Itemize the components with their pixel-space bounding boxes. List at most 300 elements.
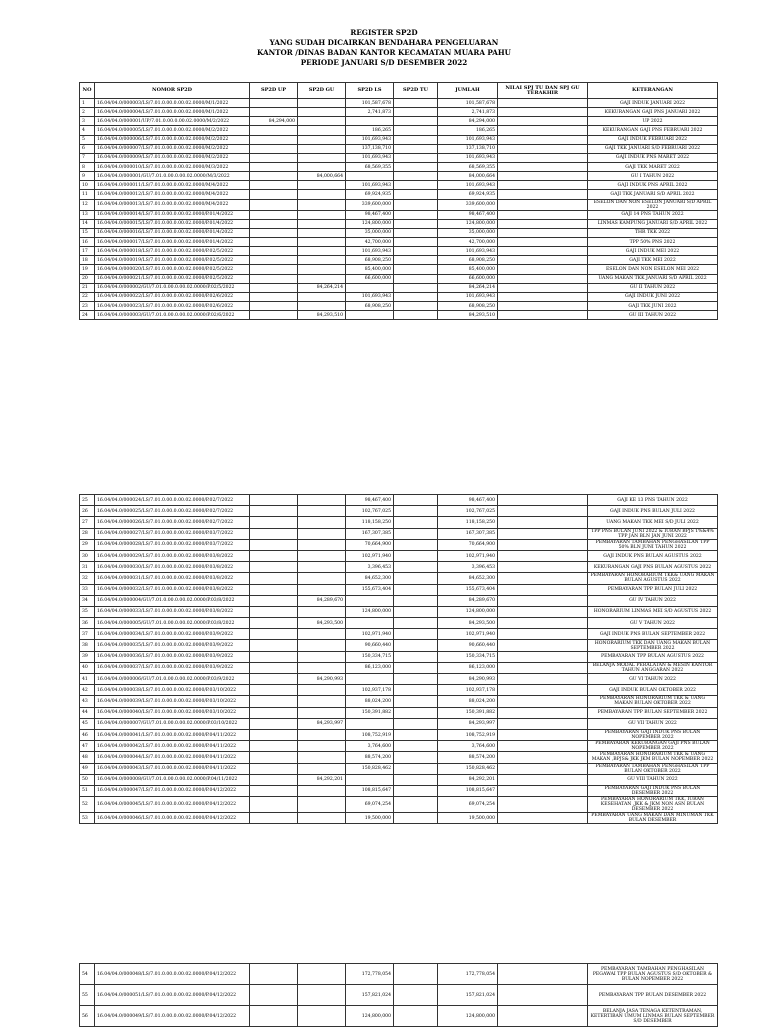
- row-keterangan: GAJI INDUK PNS BULAN AGUSTUS 2022: [588, 550, 718, 561]
- row-jumlah: 137,138,710: [438, 144, 498, 153]
- row-no: 38: [80, 640, 95, 651]
- row-nilai-spj: [498, 573, 588, 584]
- row-nomor-sp2d: 16.04/04.0/000021/LS/7.01.0.00.0.00.02.0000/P.02/5/2022: [95, 274, 250, 283]
- row-sp2d-up: [250, 228, 298, 237]
- row-keterangan: PEMBAYARAN GAJI INDUK PNS BULAN DESEMBER 2022: [588, 785, 718, 796]
- row-sp2d-up: [250, 311, 298, 320]
- table-row: [80, 153, 718, 162]
- table-body-3: [80, 964, 718, 1027]
- row-sp2d-tu: [394, 550, 438, 561]
- row-nomor-sp2d: 16.04/04.0/000030/LS/7.01.0.00.0.00.02.0000/P.03/8/2022: [95, 562, 250, 573]
- row-sp2d-ls: [346, 718, 394, 729]
- row-no: 9: [80, 172, 95, 181]
- row-sp2d-tu: [394, 247, 438, 256]
- row-sp2d-ls: 70,664,900: [346, 539, 394, 550]
- row-sp2d-up: [250, 172, 298, 181]
- row-sp2d-tu: [394, 685, 438, 696]
- row-sp2d-up: [250, 162, 298, 171]
- row-sp2d-tu: [394, 153, 438, 162]
- row-jumlah: 3,764,600: [438, 741, 498, 752]
- table-header-row: [80, 83, 718, 99]
- table-row: [80, 584, 718, 595]
- row-no: 29: [80, 539, 95, 550]
- row-sp2d-gu: [298, 550, 346, 561]
- row-nilai-spj: [498, 606, 588, 617]
- row-no: 44: [80, 707, 95, 718]
- period: PERIODE JANUARI S/D DESEMBER 2022: [300, 58, 468, 67]
- row-sp2d-ls: 101,693,943: [346, 247, 394, 256]
- row-keterangan: GAJI INDUK FEBRUARI 2022: [588, 135, 718, 144]
- row-sp2d-gu: 84,293,997: [298, 718, 346, 729]
- row-keterangan: PEMBAYARAN KEKURANGAN GAJI PNS BULAN NOPEMBER 2022: [588, 741, 718, 752]
- row-jumlah: 90,660,440: [438, 640, 498, 651]
- row-nilai-spj: [498, 162, 588, 171]
- row-nilai-spj: [498, 210, 588, 219]
- row-sp2d-tu: [394, 190, 438, 199]
- row-nomor-sp2d: 16.04/04.0/000037/LS/7.01.0.00.0.00.02.0000/P.03/9/2022: [95, 662, 250, 673]
- table-row: [80, 774, 718, 785]
- row-jumlah: 98,467,400: [438, 495, 498, 506]
- row-keterangan: PEMBAYARAN GAJI INDUK PNS BULAN NOPEMBER 2022: [588, 729, 718, 740]
- table-row: [80, 606, 718, 617]
- row-keterangan: LINMAS KAMPUNG JANUARI S/D APRIL 2022: [588, 219, 718, 228]
- row-sp2d-ls: 90,660,440: [346, 640, 394, 651]
- row-no: 23: [80, 301, 95, 310]
- table-row: [80, 144, 718, 153]
- table-row: [80, 517, 718, 528]
- row-jumlah: 101,693,943: [438, 292, 498, 301]
- row-sp2d-tu: [394, 528, 438, 539]
- row-jumlah: 85,400,000: [438, 265, 498, 274]
- row-no: 54: [80, 964, 95, 985]
- row-nilai-spj: [498, 618, 588, 629]
- table-row: [80, 256, 718, 265]
- row-sp2d-ls: [346, 283, 394, 292]
- row-sp2d-gu: [298, 729, 346, 740]
- row-sp2d-gu: [298, 707, 346, 718]
- row-sp2d-gu: 84,290,993: [298, 674, 346, 685]
- row-nilai-spj: [498, 108, 588, 117]
- table-row: [80, 228, 718, 237]
- row-nilai-spj: [498, 506, 588, 517]
- row-sp2d-up: [250, 718, 298, 729]
- row-sp2d-tu: [394, 618, 438, 629]
- row-sp2d-up: [250, 707, 298, 718]
- row-sp2d-up: [250, 265, 298, 274]
- row-nilai-spj: [498, 774, 588, 785]
- row-keterangan: PEMBAYARAN TPP BULAN AGUSTUS 2022: [588, 651, 718, 662]
- row-nilai-spj: [498, 1006, 588, 1027]
- row-keterangan: UANG MAKAN TKK MEI S/D JULI 2022: [588, 517, 718, 528]
- row-nilai-spj: [498, 562, 588, 573]
- row-sp2d-tu: [394, 573, 438, 584]
- row-sp2d-gu: [298, 199, 346, 210]
- row-sp2d-tu: [394, 752, 438, 763]
- row-sp2d-tu: [394, 651, 438, 662]
- row-sp2d-up: [250, 741, 298, 752]
- row-jumlah: 66,600,000: [438, 274, 498, 283]
- table-row: [80, 696, 718, 707]
- table-row: [80, 595, 718, 606]
- row-nilai-spj: [498, 550, 588, 561]
- row-nilai-spj: [498, 292, 588, 301]
- row-sp2d-tu: [394, 696, 438, 707]
- row-no: 14: [80, 219, 95, 228]
- row-sp2d-gu: [298, 265, 346, 274]
- row-nilai-spj: [498, 729, 588, 740]
- table-row: [80, 752, 718, 763]
- row-jumlah: 84,293,500: [438, 618, 498, 629]
- row-sp2d-up: [250, 584, 298, 595]
- table-row: [80, 265, 718, 274]
- row-sp2d-tu: [394, 674, 438, 685]
- row-sp2d-gu: 84,293,510: [298, 311, 346, 320]
- row-sp2d-gu: [298, 539, 346, 550]
- row-nomor-sp2d: 16.04/04.0/000020/LS/7.01.0.00.0.00.02.0000/P.02/5/2022: [95, 265, 250, 274]
- row-nomor-sp2d: 16.04/04.0/000043/LS/7.01.0.00.0.00.02.0000/P.04/11/2022: [95, 763, 250, 774]
- table-row: [80, 550, 718, 561]
- row-sp2d-ls: 108,752,919: [346, 729, 394, 740]
- row-sp2d-up: [250, 99, 298, 108]
- row-sp2d-gu: [298, 1006, 346, 1027]
- row-no: 8: [80, 162, 95, 171]
- row-sp2d-ls: 68,908,250: [346, 256, 394, 265]
- row-jumlah: 101,587,678: [438, 99, 498, 108]
- sp2d-table-page-1: [79, 82, 718, 320]
- row-keterangan: GAJI 14 PNS TAHUN 2022: [588, 210, 718, 219]
- row-nomor-sp2d: 16.04/04.0/000014/LS/7.01.0.00.0.00.02.0000/P.01/4/2022: [95, 210, 250, 219]
- row-sp2d-tu: [394, 662, 438, 673]
- row-no: 32: [80, 573, 95, 584]
- row-nilai-spj: [498, 172, 588, 181]
- row-sp2d-gu: [298, 964, 346, 985]
- row-jumlah: 68,908,250: [438, 301, 498, 310]
- row-sp2d-tu: [394, 172, 438, 181]
- row-sp2d-gu: [298, 144, 346, 153]
- table-body-1: [80, 99, 718, 320]
- row-jumlah: 88,024,200: [438, 696, 498, 707]
- row-sp2d-ls: [346, 774, 394, 785]
- row-sp2d-up: [250, 696, 298, 707]
- row-sp2d-ls: 137,138,710: [346, 144, 394, 153]
- row-sp2d-ls: 186,265: [346, 126, 394, 135]
- table-row: [80, 573, 718, 584]
- office-name: KANTOR /DINAS BADAN KANTOR KECAMATAN MUARA PAHU: [257, 48, 511, 57]
- row-sp2d-up: [250, 985, 298, 1006]
- row-keterangan: PEMBAYARAN TPP BULAN DESEMBER 2022: [588, 985, 718, 1006]
- row-no: 53: [80, 813, 95, 824]
- row-sp2d-gu: [298, 696, 346, 707]
- row-nomor-sp2d: 16.04/04.0/000004/LS/7.01.0.00.0.00.02.0000/M/1/2022: [95, 108, 250, 117]
- table-row: [80, 562, 718, 573]
- row-jumlah: 101,693,943: [438, 181, 498, 190]
- row-sp2d-ls: 108,815,647: [346, 785, 394, 796]
- row-sp2d-ls: 69,924,935: [346, 190, 394, 199]
- table-row: [80, 117, 718, 126]
- row-nilai-spj: [498, 528, 588, 539]
- row-nomor-sp2d: 16.04/04.0/000024/LS/7.01.0.00.0.00.02.0000/P.02/7/2022: [95, 495, 250, 506]
- row-jumlah: 84,652,300: [438, 573, 498, 584]
- row-jumlah: 84,000,664: [438, 172, 498, 181]
- row-jumlah: 88,574,200: [438, 752, 498, 763]
- row-no: 46: [80, 729, 95, 740]
- row-nomor-sp2d: 16.04/04.0/000046/LS/7.01.0.00.0.00.02.0000/P.04/12/2022: [95, 813, 250, 824]
- row-no: 4: [80, 126, 95, 135]
- row-jumlah: 102,971,940: [438, 550, 498, 561]
- table-row: [80, 181, 718, 190]
- row-nomor-sp2d: 16.04/04.0/000012/LS/7.01.0.00.0.00.02.0000/M/4/2022: [95, 190, 250, 199]
- row-keterangan: ESELON DAN NON ESELON MEI 2022: [588, 265, 718, 274]
- row-nomor-sp2d: 16.04/04.0/000049/LS/7.01.0.00.0.00.02.0000/P.04/12/2022: [95, 1006, 250, 1027]
- row-nilai-spj: [498, 228, 588, 237]
- table-row: [80, 797, 718, 813]
- row-sp2d-ls: 98,467,400: [346, 210, 394, 219]
- row-sp2d-tu: [394, 729, 438, 740]
- row-sp2d-tu: [394, 629, 438, 640]
- row-sp2d-tu: [394, 506, 438, 517]
- row-keterangan: GAJI INDUK PNS BULAN JULI 2022: [588, 506, 718, 517]
- row-nomor-sp2d: 16.04/04.0/000045/LS/7.01.0.00.0.00.02.0000/P.04/12/2022: [95, 797, 250, 813]
- col-sp2d-tu: SP2D TU: [394, 83, 438, 99]
- row-nomor-sp2d: 16.04/04.0/000013/LS/7.01.0.00.0.00.02.0000/M/4/2022: [95, 199, 250, 210]
- row-sp2d-up: [250, 301, 298, 310]
- row-keterangan: GAJI KE 13 PNS TAHUN 2022: [588, 495, 718, 506]
- row-jumlah: 108,815,647: [438, 785, 498, 796]
- row-nilai-spj: [498, 629, 588, 640]
- row-sp2d-gu: [298, 685, 346, 696]
- row-sp2d-ls: 102,971,940: [346, 629, 394, 640]
- row-nomor-sp2d: 16.04/04.0/000022/LS/7.01.0.00.0.00.02.0000/P.02/6/2022: [95, 292, 250, 301]
- row-sp2d-up: [250, 181, 298, 190]
- col-no: NO: [80, 83, 95, 99]
- row-sp2d-up: [250, 774, 298, 785]
- row-nomor-sp2d: 16.04/04.0/000023/LS/7.01.0.00.0.00.02.0000/P.02/6/2022: [95, 301, 250, 310]
- row-nilai-spj: [498, 99, 588, 108]
- sp2d-table-page-2: [79, 494, 718, 824]
- row-nilai-spj: [498, 219, 588, 228]
- row-sp2d-tu: [394, 117, 438, 126]
- row-nomor-sp2d: 16.04/04.0/000017/LS/7.01.0.00.0.00.02.0000/P.01/4/2022: [95, 237, 250, 246]
- row-sp2d-up: [250, 752, 298, 763]
- row-keterangan: PEMBAYARAN TPP BULAN SEPTEMBER 2022: [588, 707, 718, 718]
- row-sp2d-tu: [394, 640, 438, 651]
- row-sp2d-up: [250, 292, 298, 301]
- table-row: [80, 172, 718, 181]
- table-row: [80, 685, 718, 696]
- row-sp2d-ls: 101,693,943: [346, 292, 394, 301]
- row-sp2d-up: [250, 629, 298, 640]
- row-sp2d-gu: 84,292,201: [298, 774, 346, 785]
- row-jumlah: 150,334,715: [438, 651, 498, 662]
- row-keterangan: PEMBAYARAN TAMBAHAN PENGHASILAN TPP BULAN OKTOBER 2022: [588, 763, 718, 774]
- row-keterangan: GAJI TKK JANUARI S/D APRIL 2022: [588, 190, 718, 199]
- row-sp2d-ls: 68,908,250: [346, 301, 394, 310]
- row-sp2d-ls: 102,767,025: [346, 506, 394, 517]
- row-keterangan: GAJI INDUK JUNI 2022: [588, 292, 718, 301]
- row-nomor-sp2d: 16.04/04.0/000029/LS/7.01.0.00.0.00.02.0000/P.03/8/2022: [95, 550, 250, 561]
- row-sp2d-ls: 98,467,400: [346, 495, 394, 506]
- row-nilai-spj: [498, 785, 588, 796]
- row-nomor-sp2d: 16.04/04.0/000008/GU/7.01.0.00.0.00.02.0000/P.04/11/2022: [95, 774, 250, 785]
- row-nilai-spj: [498, 135, 588, 144]
- row-sp2d-ls: 3,396,453: [346, 562, 394, 573]
- row-no: 48: [80, 752, 95, 763]
- row-nilai-spj: [498, 256, 588, 265]
- row-no: 19: [80, 265, 95, 274]
- table-row: [80, 506, 718, 517]
- row-jumlah: 124,800,000: [438, 1006, 498, 1027]
- row-no: 3: [80, 117, 95, 126]
- row-sp2d-gu: [298, 517, 346, 528]
- row-jumlah: 84,294,000: [438, 117, 498, 126]
- table-row: [80, 729, 718, 740]
- row-sp2d-tu: [394, 283, 438, 292]
- row-no: 41: [80, 674, 95, 685]
- row-no: 42: [80, 685, 95, 696]
- row-jumlah: 102,937,178: [438, 685, 498, 696]
- row-sp2d-ls: 118,158,250: [346, 517, 394, 528]
- row-sp2d-ls: 155,673,404: [346, 584, 394, 595]
- row-sp2d-tu: [394, 797, 438, 813]
- col-sp2d-ls: SP2D LS: [346, 83, 394, 99]
- table-row: [80, 528, 718, 539]
- row-keterangan: GU V TAHUN 2022: [588, 618, 718, 629]
- row-sp2d-ls: [346, 674, 394, 685]
- row-jumlah: 150,391,882: [438, 707, 498, 718]
- row-sp2d-up: [250, 729, 298, 740]
- row-no: 2: [80, 108, 95, 117]
- row-sp2d-gu: [298, 190, 346, 199]
- row-jumlah: 2,741,873: [438, 108, 498, 117]
- row-sp2d-tu: [394, 162, 438, 171]
- row-sp2d-ls: 101,693,943: [346, 135, 394, 144]
- row-sp2d-gu: [298, 256, 346, 265]
- row-no: 25: [80, 495, 95, 506]
- row-sp2d-tu: [394, 144, 438, 153]
- row-sp2d-ls: 124,800,000: [346, 1006, 394, 1027]
- row-sp2d-ls: 101,693,943: [346, 153, 394, 162]
- row-keterangan: UANG MAKAN TKK JANUARI S/D APRIL 2022: [588, 274, 718, 283]
- row-jumlah: 155,673,404: [438, 584, 498, 595]
- row-keterangan: GU II TAHUN 2022: [588, 283, 718, 292]
- row-sp2d-gu: [298, 153, 346, 162]
- row-sp2d-ls: 88,024,200: [346, 696, 394, 707]
- row-no: 40: [80, 662, 95, 673]
- row-sp2d-tu: [394, 606, 438, 617]
- row-jumlah: 84,264,214: [438, 283, 498, 292]
- row-jumlah: 118,158,250: [438, 517, 498, 528]
- row-sp2d-up: [250, 256, 298, 265]
- row-sp2d-gu: 84,264,214: [298, 283, 346, 292]
- row-nomor-sp2d: 16.04/04.0/000047/LS/7.01.0.00.0.00.02.0000/P.04/12/2022: [95, 785, 250, 796]
- row-sp2d-up: [250, 495, 298, 506]
- row-sp2d-gu: [298, 584, 346, 595]
- table-row: [80, 283, 718, 292]
- row-nilai-spj: [498, 190, 588, 199]
- row-nomor-sp2d: 16.04/04.0/000007/GU/7.01.0.00.0.00.02.0000/P.03/10/2022: [95, 718, 250, 729]
- row-nomor-sp2d: 16.04/04.0/000026/LS/7.01.0.00.0.00.02.0000/P.02/7/2022: [95, 517, 250, 528]
- row-sp2d-tu: [394, 707, 438, 718]
- row-keterangan: PEMBAYARAN TAMBAHAN PENGHASILAN TPP 50% BLN JUNI TAHUN 2022: [588, 539, 718, 550]
- row-sp2d-up: 84,294,000: [250, 117, 298, 126]
- row-sp2d-ls: 84,652,300: [346, 573, 394, 584]
- row-jumlah: 98,467,400: [438, 210, 498, 219]
- row-sp2d-tu: [394, 813, 438, 824]
- table-row: [80, 618, 718, 629]
- row-sp2d-ls: [346, 618, 394, 629]
- row-sp2d-tu: [394, 181, 438, 190]
- row-nilai-spj: [498, 662, 588, 673]
- row-nilai-spj: [498, 685, 588, 696]
- table-row: [80, 219, 718, 228]
- row-sp2d-tu: [394, 985, 438, 1006]
- row-no: 37: [80, 629, 95, 640]
- row-nomor-sp2d: 16.04/04.0/000041/LS/7.01.0.00.0.00.02.0000/P.04/11/2022: [95, 729, 250, 740]
- row-nomor-sp2d: 16.04/04.0/000038/LS/7.01.0.00.0.00.02.0000/P.03/10/2022: [95, 685, 250, 696]
- row-nilai-spj: [498, 274, 588, 283]
- row-keterangan: GAJI TKK JUNI 2022: [588, 301, 718, 310]
- row-sp2d-ls: 150,391,882: [346, 707, 394, 718]
- row-no: 26: [80, 506, 95, 517]
- row-nilai-spj: [498, 813, 588, 824]
- row-sp2d-up: [250, 685, 298, 696]
- row-sp2d-tu: [394, 199, 438, 210]
- row-no: 33: [80, 584, 95, 595]
- table-row: [80, 674, 718, 685]
- row-nomor-sp2d: 16.04/04.0/000040/LS/7.01.0.00.0.00.02.0000/P.03/10/2022: [95, 707, 250, 718]
- table-row: [80, 210, 718, 219]
- row-no: 36: [80, 618, 95, 629]
- table-row: [80, 99, 718, 108]
- row-no: 10: [80, 181, 95, 190]
- row-nilai-spj: [498, 144, 588, 153]
- row-sp2d-ls: 66,600,000: [346, 274, 394, 283]
- row-no: 49: [80, 763, 95, 774]
- row-no: 35: [80, 606, 95, 617]
- row-jumlah: 86,123,000: [438, 662, 498, 673]
- row-sp2d-up: [250, 283, 298, 292]
- row-sp2d-ls: 69,074,254: [346, 797, 394, 813]
- row-nomor-sp2d: 16.04/04.0/000025/LS/7.01.0.00.0.00.02.0000/P.02/7/2022: [95, 506, 250, 517]
- row-sp2d-ls: 124,800,000: [346, 219, 394, 228]
- row-sp2d-up: [250, 606, 298, 617]
- row-sp2d-up: [250, 219, 298, 228]
- row-sp2d-up: [250, 651, 298, 662]
- row-no: 28: [80, 528, 95, 539]
- row-sp2d-gu: [298, 292, 346, 301]
- row-no: 21: [80, 283, 95, 292]
- row-sp2d-ls: 167,307,385: [346, 528, 394, 539]
- row-sp2d-gu: [298, 237, 346, 246]
- row-nomor-sp2d: 16.04/04.0/000006/LS/7.01.0.00.0.00.02.0000/M/2/2022: [95, 135, 250, 144]
- row-jumlah: 70,664,900: [438, 539, 498, 550]
- row-sp2d-up: [250, 126, 298, 135]
- row-sp2d-ls: [346, 117, 394, 126]
- table-row: [80, 311, 718, 320]
- row-jumlah: 42,700,000: [438, 237, 498, 246]
- row-keterangan: GU IV TAHUN 2022: [588, 595, 718, 606]
- row-sp2d-tu: [394, 763, 438, 774]
- row-sp2d-up: [250, 199, 298, 210]
- row-nilai-spj: [498, 153, 588, 162]
- table-row: [80, 162, 718, 171]
- row-nilai-spj: [498, 797, 588, 813]
- row-sp2d-gu: [298, 797, 346, 813]
- row-sp2d-ls: 339,600,000: [346, 199, 394, 210]
- row-sp2d-tu: [394, 595, 438, 606]
- row-sp2d-tu: [394, 741, 438, 752]
- row-no: 39: [80, 651, 95, 662]
